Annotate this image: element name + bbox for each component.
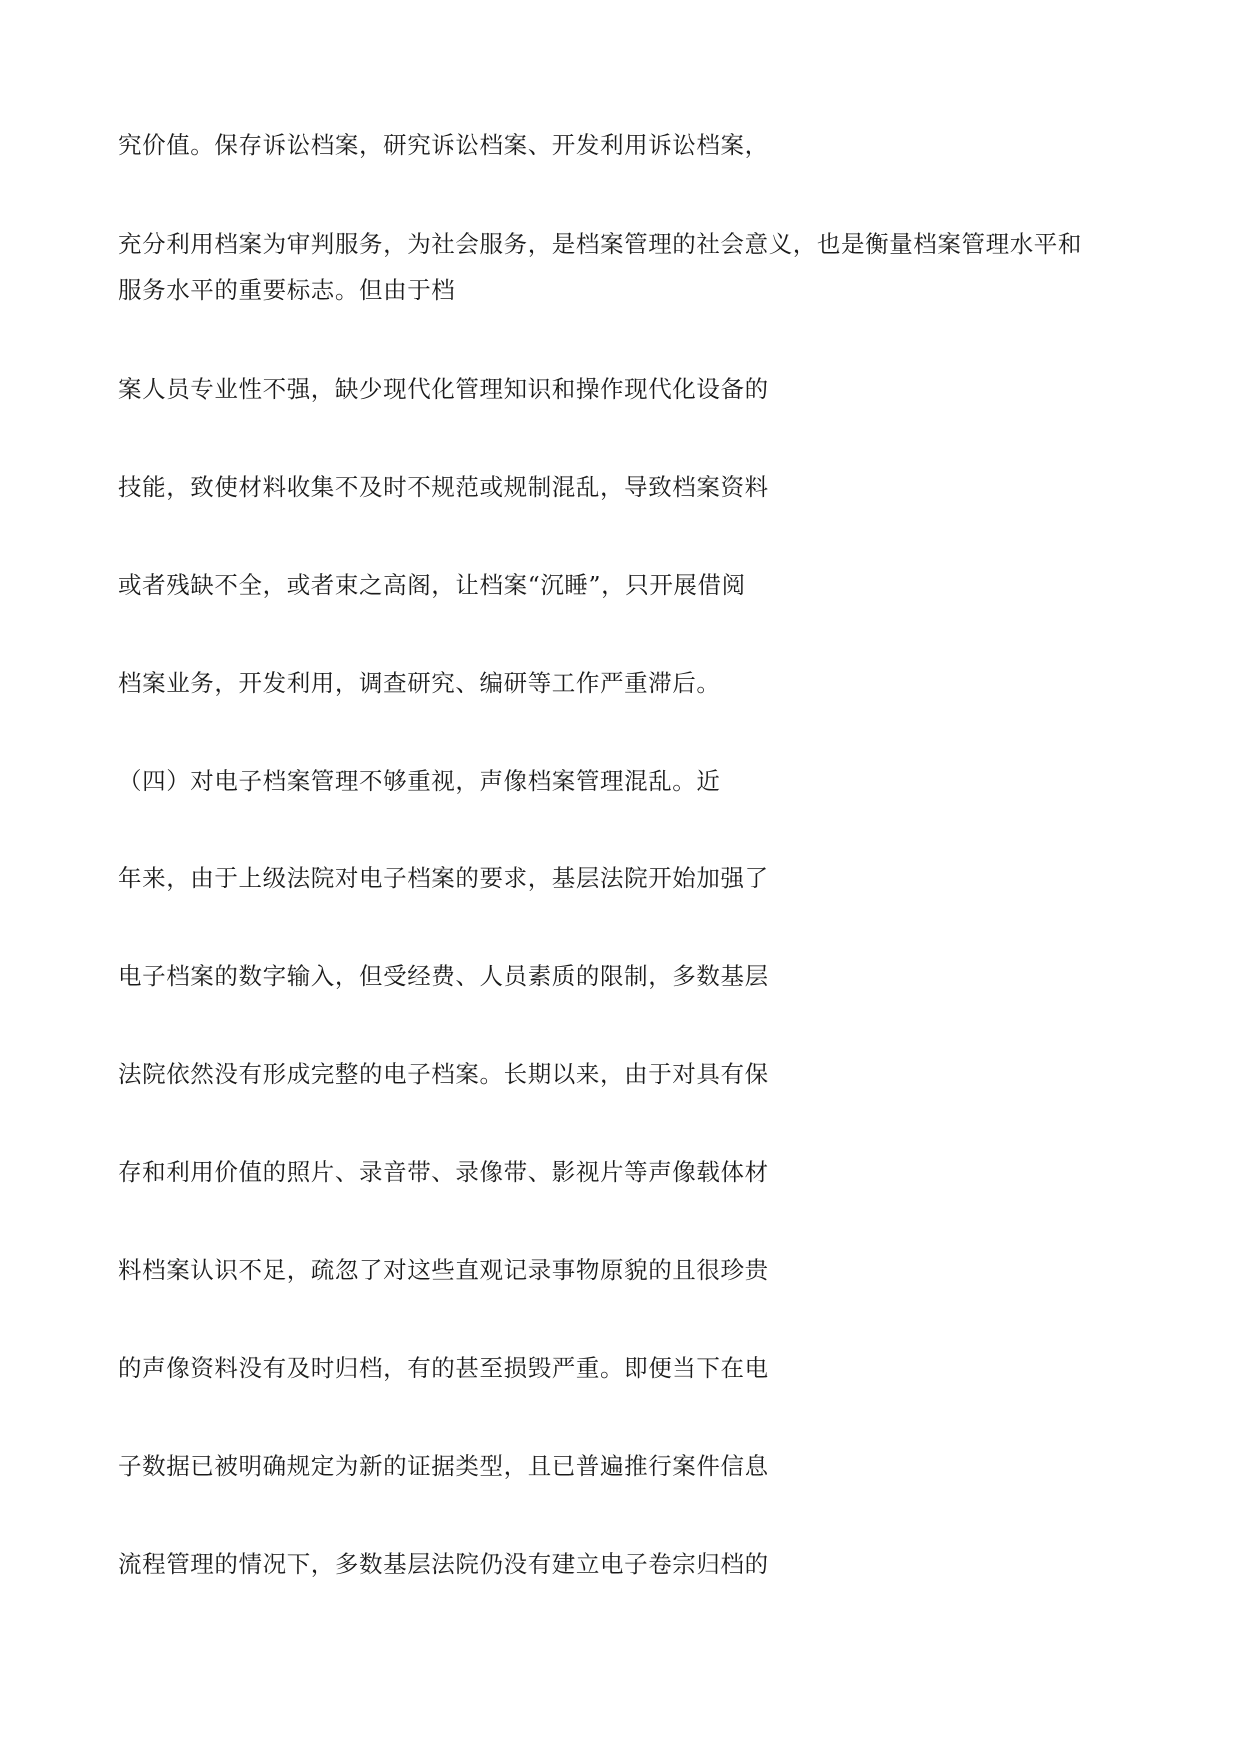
text-line: 充分利用档案为审判服务，为社会服务，是档案管理的社会意义，也是衡量档案管理水平和	[118, 230, 1082, 258]
text-line: 的声像资料没有及时归档，有的甚至损毁严重。即便当下在电	[118, 1354, 769, 1382]
text-line: 流程管理的情况下，多数基层法院仍没有建立电子卷宗归档的	[118, 1550, 769, 1578]
text-line: 法院依然没有形成完整的电子档案。长期以来，由于对具有保	[118, 1060, 769, 1088]
text-line: 究价值。保存诉讼档案，研究诉讼档案、开发利用诉讼档案，	[118, 131, 769, 159]
text-line: 子数据已被明确规定为新的证据类型，且已普遍推行案件信息	[118, 1452, 769, 1480]
text-line: 技能，致使材料收集不及时不规范或规制混乱，导致档案资料	[118, 473, 769, 501]
text-line: 案人员专业性不强，缺少现代化管理知识和操作现代化设备的	[118, 375, 769, 403]
text-line: （四）对电子档案管理不够重视，声像档案管理混乱。近	[118, 767, 721, 795]
text-line: 存和利用价值的照片、录音带、录像带、影视片等声像载体材	[118, 1158, 769, 1186]
text-line: 服务水平的重要标志。但由于档	[118, 276, 456, 304]
text-line: 料档案认识不足，疏忽了对这些直观记录事物原貌的且很珍贵	[118, 1256, 769, 1284]
text-line: 电子档案的数字输入，但受经费、人员素质的限制，多数基层	[118, 962, 769, 990]
text-line: 年来，由于上级法院对电子档案的要求，基层法院开始加强了	[118, 864, 769, 892]
text-line: 或者残缺不全，或者束之高阁，让档案“沉睡”，只开展借阅	[118, 571, 746, 599]
text-line: 档案业务，开发利用，调查研究、编研等工作严重滞后。	[118, 669, 721, 697]
